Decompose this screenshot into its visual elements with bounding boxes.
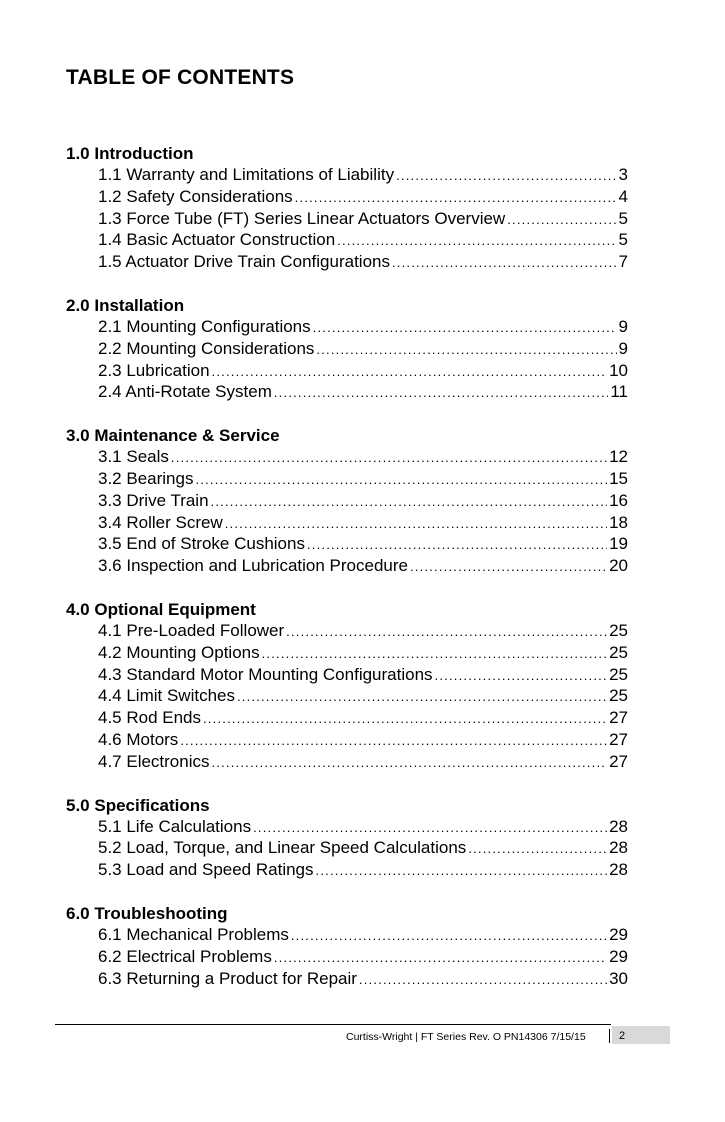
dot-leader [212, 362, 608, 383]
toc-entry-page: 28 [609, 860, 628, 880]
dot-leader [392, 253, 617, 274]
toc-entry [98, 838, 628, 860]
dot-leader [410, 557, 607, 578]
dot-leader [237, 687, 607, 708]
toc-entry [98, 947, 628, 969]
dot-leader [225, 514, 607, 535]
toc-entry [98, 730, 628, 752]
toc-entry-label: 6.1 Mechanical Problems [98, 924, 289, 944]
dot-leader [313, 318, 617, 339]
toc-entry-label: 2.3 Lubrication [98, 360, 210, 380]
toc-entry-label: 2.1 Mounting Configurations [98, 316, 311, 336]
toc-entry-page: 20 [609, 556, 628, 576]
toc-entry-label: 2.2 Mounting Considerations [98, 338, 315, 358]
dot-leader [274, 383, 608, 404]
toc-entry-page: 4 [618, 186, 628, 206]
toc-entry-page: 25 [609, 620, 628, 640]
toc-entry [98, 752, 628, 774]
toc-entry-label: 1.2 Safety Considerations [98, 186, 293, 206]
section-heading: 6.0 Troubleshooting [66, 903, 228, 923]
toc-entry-label: 3.2 Bearings [98, 468, 194, 488]
dot-leader [180, 731, 607, 752]
table-of-contents [66, 144, 628, 1012]
toc-entry-label: 4.2 Mounting Options [98, 642, 260, 662]
toc-entry-page: 9 [618, 316, 628, 336]
dot-leader [262, 644, 607, 665]
toc-entry [98, 447, 628, 469]
toc-entry-page: 10 [609, 360, 628, 380]
toc-entry [98, 925, 628, 947]
toc-entry-page: 28 [609, 838, 628, 858]
toc-entry-page: 9 [618, 338, 628, 358]
toc-entry-label: 6.2 Electrical Problems [98, 946, 272, 966]
toc-entry-label: 3.6 Inspection and Lubrication Procedure [98, 556, 408, 576]
toc-entry [98, 361, 628, 383]
toc-entry [98, 469, 628, 491]
toc-entry [98, 665, 628, 687]
toc-entry-label: 2.4 Anti-Rotate System [98, 382, 272, 402]
toc-entry-page: 7 [618, 252, 628, 272]
toc-section-installation [66, 296, 628, 404]
dot-leader [291, 926, 607, 947]
dot-leader [396, 166, 616, 187]
toc-entry-label: 5.1 Life Calculations [98, 816, 252, 836]
toc-entry-page: 5 [618, 208, 628, 228]
toc-entry-label: 1.5 Actuator Drive Train Configurations [98, 252, 390, 272]
toc-entry [98, 817, 628, 839]
toc-entry-page: 29 [609, 924, 628, 944]
dot-leader [203, 709, 607, 730]
toc-entry-label: 4.7 Electronics [98, 751, 210, 771]
toc-entry-page: 27 [609, 708, 628, 728]
toc-entry-label: 4.6 Motors [98, 729, 179, 749]
dot-leader [307, 535, 607, 556]
toc-entry [98, 969, 628, 991]
toc-entry-page: 19 [609, 534, 628, 554]
toc-entry-page: 30 [609, 968, 628, 988]
dot-leader [212, 753, 608, 774]
toc-entry-label: 3.1 Seals [98, 447, 169, 467]
toc-section-troubleshooting [66, 904, 628, 990]
toc-entry-label: 6.3 Returning a Product for Repair [98, 968, 357, 988]
toc-entry-page: 3 [618, 165, 628, 184]
toc-entry-page: 5 [618, 230, 628, 250]
toc-entry-label: 5.2 Load, Torque, and Linear Speed Calculations [98, 838, 467, 858]
toc-entry-page: 15 [609, 468, 628, 488]
toc-entry [98, 534, 628, 556]
section-heading: 2.0 Installation [66, 295, 185, 315]
toc-entry [98, 165, 628, 187]
toc-entry [98, 491, 628, 513]
toc-section-introduction [66, 144, 628, 274]
toc-entry [98, 382, 628, 404]
toc-entry-page: 28 [609, 816, 628, 836]
dot-leader [286, 622, 607, 643]
footer-divider [55, 1024, 611, 1025]
toc-entry [98, 230, 628, 252]
toc-entry-page: 27 [609, 729, 628, 749]
toc-entry-label: 4.3 Standard Motor Mounting Configurations [98, 664, 433, 684]
toc-entry-label: 1.1 Warranty and Limitations of Liability [98, 165, 395, 184]
dot-leader [316, 340, 616, 361]
toc-entry-label: 1.3 Force Tube (FT) Series Linear Actuators Overview [98, 208, 506, 228]
toc-entry [98, 317, 628, 339]
toc-entry [98, 708, 628, 730]
footer-text: Curtiss-Wright | FT Series Rev. O PN14306 7/15/15 [346, 1031, 586, 1043]
footer-page-number: 2 [612, 1026, 670, 1044]
dot-leader [295, 188, 617, 209]
toc-section-maintenance [66, 426, 628, 578]
dot-leader [274, 948, 607, 969]
toc-entry-label: 1.4 Basic Actuator Construction [98, 230, 336, 250]
toc-entry [98, 556, 628, 578]
section-heading: 5.0 Specifications [66, 795, 210, 815]
dot-leader [171, 448, 607, 469]
section-heading: 1.0 Introduction [66, 144, 194, 163]
dot-leader [507, 210, 616, 231]
toc-entry [98, 187, 628, 209]
toc-entry-page: 25 [609, 686, 628, 706]
dot-leader [195, 470, 607, 491]
toc-entry [98, 513, 628, 535]
toc-entry [98, 621, 628, 643]
footer-separator [609, 1029, 610, 1043]
section-heading: 3.0 Maintenance & Service [66, 426, 280, 446]
toc-entry [98, 860, 628, 882]
toc-entry-page: 29 [609, 946, 628, 966]
dot-leader [211, 492, 608, 513]
dot-leader [253, 818, 607, 839]
toc-entry [98, 339, 628, 361]
toc-entry-page: 25 [609, 642, 628, 662]
toc-entry-page: 12 [609, 447, 628, 467]
toc-entry [98, 209, 628, 231]
dot-leader [359, 970, 607, 991]
dot-leader [316, 861, 608, 882]
toc-entry-label: 4.1 Pre-Loaded Follower [98, 620, 285, 640]
toc-entry-label: 3.4 Roller Screw [98, 512, 223, 532]
toc-entry-page: 27 [609, 751, 628, 771]
dot-leader [468, 839, 607, 860]
toc-entry-label: 3.3 Drive Train [98, 490, 209, 510]
toc-entry-page: 11 [610, 382, 628, 402]
toc-entry-label: 4.5 Rod Ends [98, 708, 202, 728]
toc-entry [98, 252, 628, 274]
toc-entry-page: 25 [609, 664, 628, 684]
dot-leader [337, 231, 616, 252]
toc-entry-label: 5.3 Load and Speed Ratings [98, 860, 314, 880]
page-title: TABLE OF CONTENTS [66, 66, 295, 89]
toc-entry-label: 4.4 Limit Switches [98, 686, 235, 706]
section-heading: 4.0 Optional Equipment [66, 599, 256, 619]
toc-entry-label: 3.5 End of Stroke Cushions [98, 534, 305, 554]
dot-leader [435, 666, 608, 687]
toc-entry [98, 686, 628, 708]
toc-entry-page: 18 [609, 512, 628, 532]
toc-section-specifications [66, 796, 628, 882]
toc-entry-page: 16 [609, 490, 628, 510]
toc-section-optional-equipment [66, 600, 628, 774]
toc-entry [98, 643, 628, 665]
